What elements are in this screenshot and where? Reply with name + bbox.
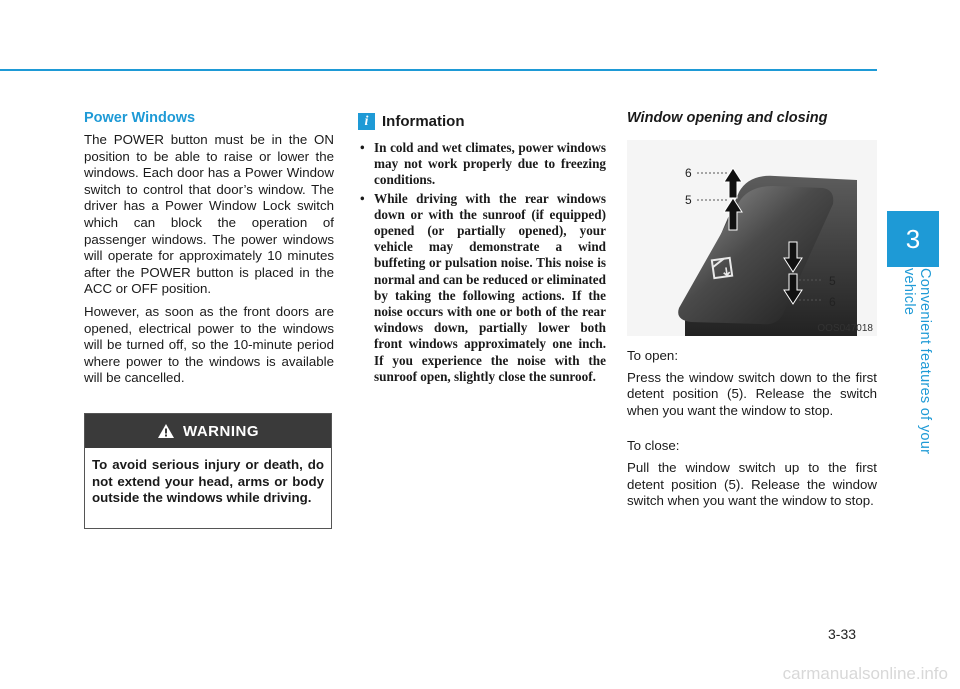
figure-code: OOS047018 <box>817 323 873 334</box>
warning-label: WARNING <box>183 422 259 440</box>
warning-header <box>85 414 331 448</box>
list-item: • In cold and wet climates, power windows may not work properly due to freezing conditions. <box>358 140 606 189</box>
window-switch-illustration <box>627 140 877 336</box>
information-section <box>358 113 606 387</box>
label-up-6: 6 <box>685 166 692 180</box>
header-rule <box>0 69 877 71</box>
watermark: carmanualsonline.info <box>782 664 948 683</box>
subsection-title: Window opening and closing <box>627 110 828 126</box>
information-header <box>358 113 606 130</box>
open-heading: To open: <box>627 348 679 363</box>
paragraph: The POWER button must be in the ON position to be able to raise or lower the windows. Each door has a Power Window switch to control that door’s window. The driver has a Power Window Lock switch which can block the operation of passenger windows. The power windows will operate for approximately 10 minutes after the POWER button is placed in the ACC or OFF position. <box>84 132 334 297</box>
close-heading: To close: <box>627 438 680 454</box>
window-operation-section <box>627 110 877 515</box>
warning-text: To avoid serious injury or death, do not extend your head, arms or body outside the windows while driving. <box>92 457 324 505</box>
label-up-5: 5 <box>685 193 692 207</box>
information-title: Information <box>382 113 465 130</box>
paragraph: However, as soon as the front doors are opened, electrical power to the windows will be turned off, so the 10-minute period where power to the windows is available will be cancelled. <box>84 303 334 386</box>
label-down-6: 6 <box>829 295 836 309</box>
warning-triangle-icon <box>157 423 175 439</box>
chapter-title: Convenient features of your vehicle <box>901 268 933 455</box>
chapter-tab: 3 <box>887 211 939 267</box>
info-icon: i <box>358 113 375 130</box>
label-down-5: 5 <box>829 274 836 288</box>
power-windows-section <box>84 110 334 393</box>
window-switch-figure <box>627 140 877 336</box>
open-instructions: Press the window switch down to the first detent position (5). Release the switch when you want the window to stop. <box>627 369 877 418</box>
close-instructions: Pull the window switch up to the first detent position (5). Release the window switch when you want the window to stop. <box>627 459 877 509</box>
information-list <box>358 140 606 385</box>
warning-box <box>84 413 332 529</box>
section-title: Power Windows <box>84 110 196 126</box>
page-number: 3-33 <box>828 626 857 642</box>
list-item: • While driving with the rear windows down or with the sunroof (if equipped) opened (or partially opened), your vehicle may demonstrate a wind buffeting or pulsation noise. This noise is normal and can be reduced or eliminated by taking the following actions. If the noise occurs with one or both of the rear windows down, partially lower both front windows approximately one inch. If you experience the noise with the sunroof open, slightly close the sunroof. <box>358 191 606 385</box>
